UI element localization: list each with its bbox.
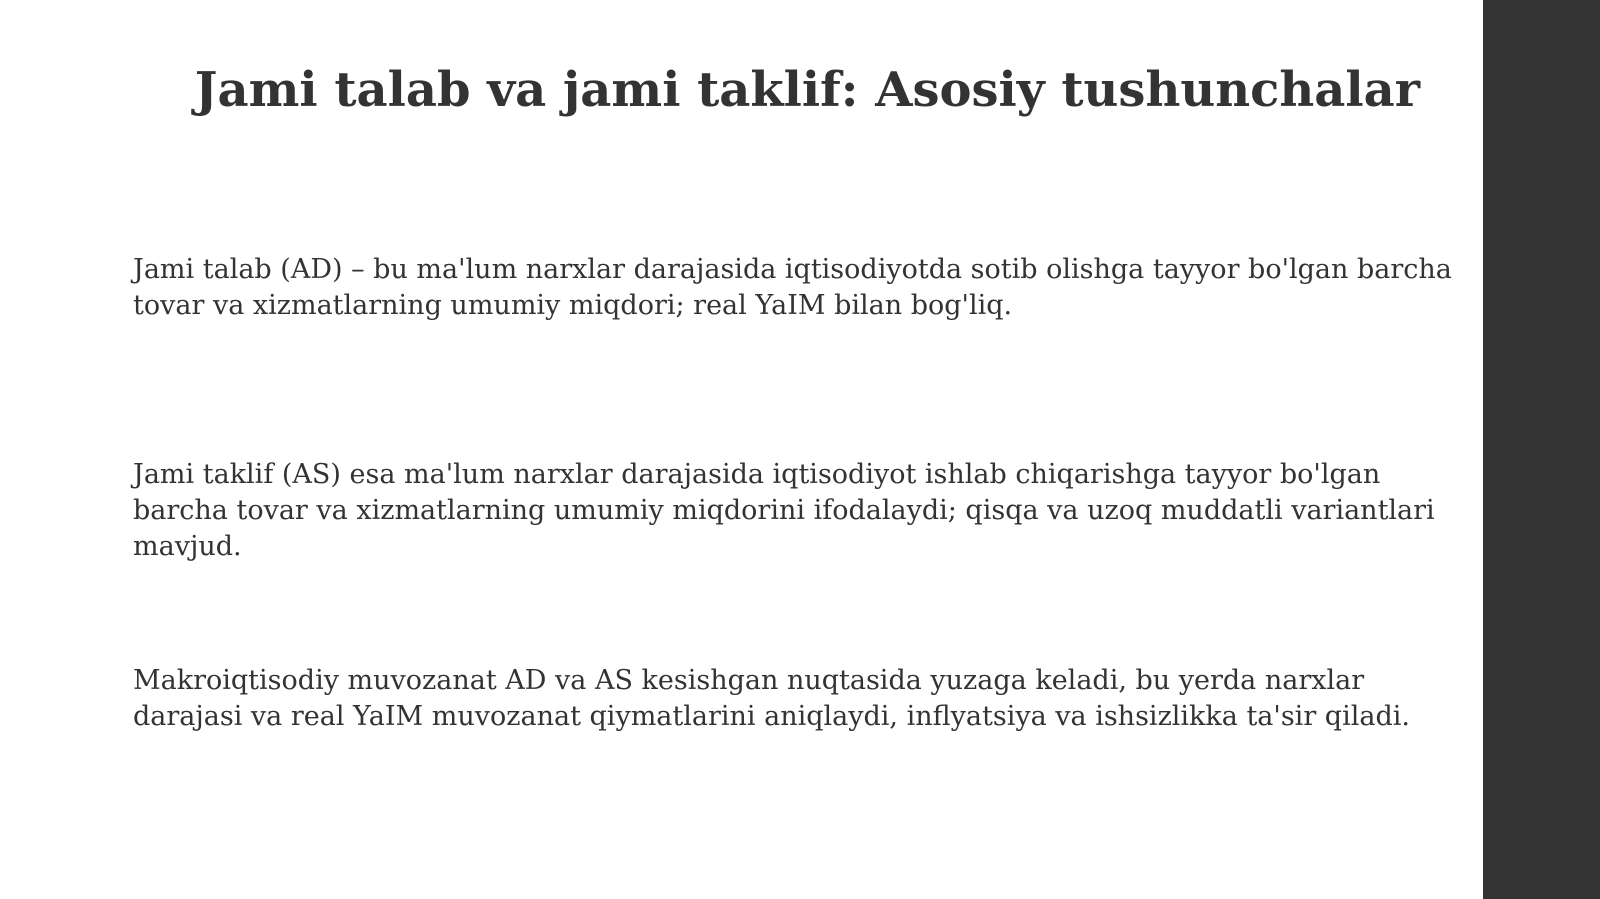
paragraph-equilibrium: Makroiqtisodiy muvozanat AD va AS kesishgan nuqtasida yuzaga keladi, bu yerda narxlar darajasi va real YaIM muvozanat qiymatlarini aniqlaydi, inflyatsiya va ishsizlikka ta'sir qiladi. xyxy=(133,665,1410,732)
side-decorative-band xyxy=(1483,0,1600,899)
paragraph-aggregate-supply: Jami taklif (AS) esa ma'lum narxlar darajasida iqtisodiyot ishlab chiqarishga tayyor bo'lgan barcha tovar va xizmatlarning umumiy miqdorini ifodalaydi; qisqa va uzoq muddatli variantlari mavjud. xyxy=(133,459,1435,562)
slide-title: Jami talab va jami taklif: Asosiy tushunchalar xyxy=(194,62,1420,118)
paragraph-aggregate-demand: Jami talab (AD) – bu ma'lum narxlar darajasida iqtisodiyotda sotib olishga tayyor bo'lgan barcha tovar va xizmatlarning umumiy miqdori; real YaIM bilan bog'liq. xyxy=(133,254,1452,321)
